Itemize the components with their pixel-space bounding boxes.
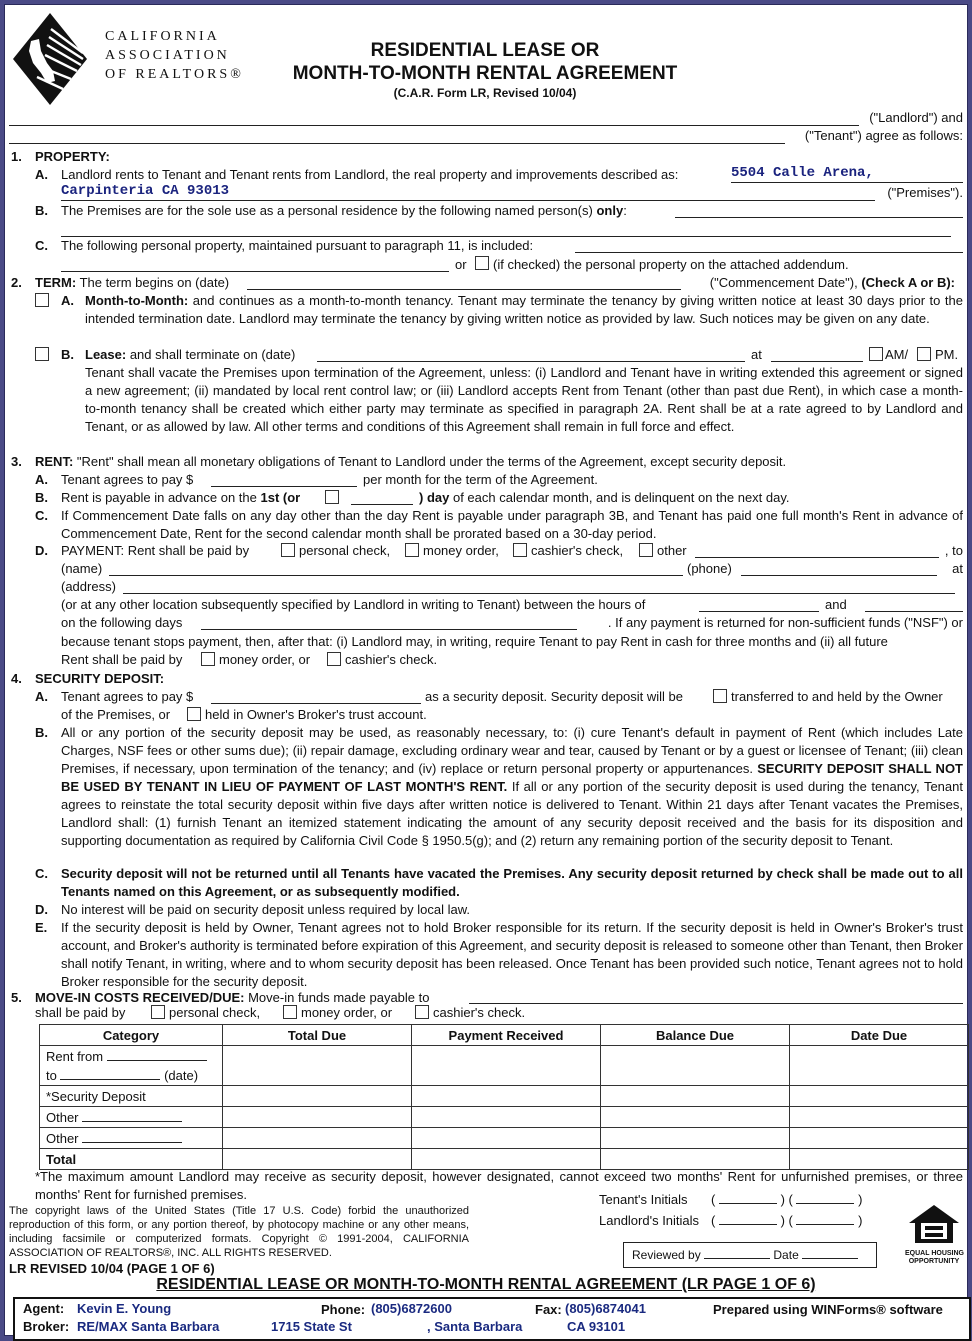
landlord-label: ("Landlord") and [869,110,963,125]
named-persons-field[interactable] [675,217,963,218]
table-row: Rent from to (date) [40,1046,969,1086]
form-title: RESIDENTIAL LEASE OR MONTH-TO-MONTH RENTAL AGREEMENT (C.A.R. Form LR, Revised 10/04) [292,40,678,100]
payee-phone-field[interactable] [741,575,937,576]
move-in-cashiers-check-checkbox[interactable] [415,1005,429,1019]
table-header-row: Category Total Due Payment Received Balance Due Date Due [40,1025,969,1046]
other-payment-checkbox[interactable] [639,543,653,557]
move-in-personal-check-checkbox[interactable] [151,1005,165,1019]
payee-name-field[interactable] [109,575,683,576]
agent-fax: (805)6874041 [565,1301,646,1316]
address-underline-2 [61,200,875,201]
agent-info-box: Agent: Kevin E. Young Phone: (805)6872600 Fax: (805)6874041 Prepared using WINForms® software Broker: RE/MAX Santa Barbara 1715 State St , Santa Barbara CA 93101 [13,1297,971,1341]
deposit-use-text: All or any portion of the security deposit may be used, as reasonably necessary, to: (i) cure Tenant's default in payment of Rent (which includes Late Charges, NSF fees or other sums due); (ii) repair damage, excluding ordinary wear and tear, caused by Tenant or by a guest or licensee of Tenant; (iii) clean Premises, if necessary, upon termination of the tenancy; and (iv) replace or return personal property or appurtenances. SECURITY DEPOSIT SHALL NOT BE USED BY TENANT IN LIEU OF PAYMENT OF LAST MONTH'S RENT. If all or any portion of the security deposit is used during the tenancy, Tenant agrees to reinstate the total security deposit within five days after written notice is delivered to Tenant. Within 21 days after Tenant vacates the Premises, Landlord shall: (1) furnish Tenant an itemized statement indicating the amount of any security deposit received and the basis for its disposition and supporting documentation as required by California Civil Code § 1950.5(g); and (2) return any remaining portion of the security deposit to Tenant. [61,725,964,848]
broker-street: 1715 State St [271,1319,352,1334]
rent-payment-received-cell[interactable] [412,1046,601,1086]
personal-property-field-2[interactable] [61,271,449,272]
payment-days-field[interactable] [201,629,577,630]
rent-balance-due-cell[interactable] [601,1046,790,1086]
section-1-num: 1. [11,149,22,164]
month-to-month-checkbox[interactable] [35,293,49,307]
termination-date-field[interactable] [317,361,745,362]
cashiers-check-checkbox[interactable] [513,543,527,557]
reviewed-by-box: Reviewed by Date [623,1242,877,1268]
commencement-date-field[interactable] [247,289,681,290]
pm-checkbox[interactable] [917,347,931,361]
table-row: Total [40,1149,969,1170]
lease-terms-text: Tenant shall vacate the Premises upon termination of the Agreement, unless: (i) Landlord and Tenant have in writing extended this agreement or signed a new agreement; (ii) mandated by local rent control law; or (iii) Landlord accepts Rent from Tenant (other than past due Rent), in which case a month-to-month tenancy shall be created which either party may terminate as specified in paragraph 2A. Rent shall be at a rate agreed to by Landlord and Tenant, or as allowed by law. All other terms and conditions of this Agreement shall remain in full force and effect. [85,365,963,434]
car-logo-icon [11,11,89,107]
premises-address-line2[interactable]: Carpinteria CA 93013 [61,183,230,199]
section-1-title: PROPERTY: [35,149,110,164]
addendum-checkbox[interactable] [475,256,489,270]
lease-checkbox[interactable] [35,347,49,361]
am-checkbox[interactable] [869,347,883,361]
other-category-field-2[interactable] [82,1130,182,1143]
money-order-checkbox[interactable] [405,543,419,557]
rent-total-due-cell[interactable] [223,1046,412,1086]
equal-housing-logo: EQUAL HOUSING OPPORTUNITY [905,1203,963,1266]
named-persons-text: The Premises are for the sole use as a personal residence by the following named person(s) only: [61,203,627,218]
tenant-label: ("Tenant") agree as follows: [804,128,963,143]
car-logo [11,11,89,107]
rent-date-due-cell[interactable] [790,1046,969,1086]
address-underline-1 [731,182,963,183]
other-payment-field[interactable] [695,557,939,558]
premises-address-line1[interactable]: 5504 Calle Arena, [731,165,874,181]
table-row: Other [40,1128,969,1149]
tenant-initials-fields[interactable]: ( ) ( ) [711,1192,863,1207]
page-footer-title: RESIDENTIAL LEASE OR MONTH-TO-MONTH RENTAL AGREEMENT (LR PAGE 1 OF 6) [156,1276,816,1293]
broker-name: RE/MAX Santa Barbara [77,1319,220,1334]
copyright-notice: The copyright laws of the United States (Title 17 U.S. Code) forbid the unauthorized reproduction of this form, or any portion thereof, by photocopy machine or any other means, including facsimile or computerized formats. Copyright © 1991-2004, CALIFORNIA ASSOCIATION OF REALTORS®, INC. ALL RIGHTS RESERVED. [9,1205,469,1259]
lease-form-page: CALIFORNIA ASSOCIATION OF REALTORS® RESIDENTIAL LEASE OR MONTH-TO-MONTH RENTAL AGREEMENT (C.A.R. Form LR, Revised 10/04) ("Landlord") and ("Tenant") agree as follows: 1. PROPERTY: A. Landlord rents to Tenant and Tenant rents from Landlord, the real property and improvements described as: 5504 Calle Arena, Carpinteria CA 93013 ("Premises"). B. The Premises are for the sole use as a personal residence by the following named person(s) only: C. The following personal property, maintained pursuant to paragraph 11, is included: or (if checked) the personal property on the attached addendum. 2. TERM: The term begins on (date) ("Commencement Date"), (Check A or B): A. Month-to-Month: and continues as a month-to-month tenancy. Tenant may terminate the tenancy by giving written notice at least 30 days prior to the intended termination date. Landlord may terminate the tenancy by giving written notice as provided by law. Such notices may be given on any date. B. Lease: and shall terminate on (date) at AM/ PM. Tenant shall vacate the Premises upon termination of the Agreement, unless: (i) Landlord and Tenant have in writing extended this agreement or signed a new agreement; (ii) mandated by local rent control law; or (iii) Landlord accepts Rent from Tenant (other than past due Rent), in which case a month-to-month tenancy shall be created which either party may terminate as specified in paragraph 2A. Rent shall be at a rate agreed to by Landlord and Tenant, or as allowed by law. All other terms and conditions of this Agreement shall remain in full force and effect. 3. RENT: "Rent" shall mean all monetary obligations of Tenant to Landlord under the terms of the Agreement, except security deposit. A. Tenant agrees to pay $ per month for the term of the Agreement. B. Rent is payable in advance on the 1st (or ) day of each calendar month, and is delinquent on the next day. C. If Commencement Date falls on any day other than the day Rent is payable under paragraph 3B, and Tenant has paid one full month's Rent in advance of Commencement Date, Rent for the second calendar month shall be prorated based on a 30-day period. D. PAYMENT: Rent shall be paid by personal check, money order, cashier's check, other , to (name) (phone) at (address) (or at any other location subsequently specified by Landlord in writing to Tenant) between the hours of and on the following days . If any payment is returned for non-sufficient funds ("NSF") or because tenant stops payment, then, after that: (i) Landlord may, in writing, require Tenant to pay Rent in cash for three months and (ii) all future Rent shall be paid by money order, or cashier's check. 4. SECURITY DEPOSIT: A. Tenant agrees to pay $ as a security deposit. Security deposit will be transferred to and held by the Owner of the Premises, or held in Owner's Broker's trust account. B. All or any portion of the security deposit may be used, as reasonably necessary, to: (i) cure Tenant's default in payment of Rent (which includes Late Charges, NSF fees or other sums due); (ii) repair damage, excluding ordinary wear and tear, caused by Tenant or by a guest or licensee of Tenant; (iii) clean Premises, if necessary, upon termination of the tenancy; and (iv) replace or return personal property or appurtenances. SECURITY DEPOSIT SHALL NOT BE USED BY TENANT IN LIEU OF PAYMENT OF LAST MONTH'S RENT. If all or any portion of the security deposit is used during the tenancy, Tenant agrees to reinstate the total security deposit within five days after written notice is delivered to Tenant. Within 21 days after Tenant vacates the Premises, Landlord shall: (1) furnish Tenant an itemized statement indicating the amount of any security deposit received and the basis for its disposition and supporting documentation as required by California Civil Code § 1950.5(g); and (2) return any remaining portion of the security deposit to Tenant. C. Security deposit will not be returned until all Tenants have vacated the Premises. Any security deposit returned by check shall be made out to all Tenants named on this Agreement, or as subsequently modified. D. No interest will be paid on security deposit unless required by local law. E. If the security deposit is held by Owner, Tenant agrees not to hold Broker responsible for its return. If the security deposit is held in Owner's Broker's trust account, and Broker's authority is terminated before expiration of this Agreement, and security deposit is released to someone other than Tenant, then Broker shall notify Tenant, in writing, where and to whom security deposit has been released. Once Tenant has been provided such notice, Tenant agrees not to hold Broker responsible for the security deposit. 5. MOVE-IN COSTS RECEIVED/DUE: Move-in funds made payable to shall be paid by personal check, money order, or cashier's check. Category Total Due Payment Received Balance Due Date Due Rent from to (date) *Security Deposit Other Other Total *The maximum amount Landlord may receive as security deposit, however designated, cannot exceed two months' Rent for unfurnished premises, or three months' Rent for furnished premises. The copyright laws of the United States (Title 17 U.S. Code) forbid the unauthorized reproduction of this form, or any portion thereof, by photocopy machine or any other means, including facsimile or computerized formats. Copyright © 1991-2004, CALIFORNIA ASSOCIATION OF REALTORS®, INC. ALL RIGHTS RESERVED. LR REVISED 10/04 (PAGE 1 OF 6) Tenant's Initials ( ) ( ) Landlord's Initials ( ) ( ) Reviewed by Date EQUAL HOUSING OPPORTUNITY RESIDENTIAL LEASE OR MONTH-TO-MONTH RENTAL AGREEMENT (LR PAGE 1 OF 6) Agent: Kevin E. Young Phone: (805)6872600 Fax: (805)6874041 Prepared using WINForms® software Broker: RE/MAX Santa Barbara 1715 State St , Santa Barbara CA 93101 [4,4,968,1336]
hours-to-field[interactable] [865,611,963,612]
monthly-rent-field[interactable] [211,486,357,487]
move-in-costs-table [39,1024,969,1170]
equal-housing-icon [907,1203,961,1245]
move-in-money-order-checkbox[interactable] [283,1005,297,1019]
broker-state-zip: CA 93101 [567,1319,626,1334]
review-date-field[interactable] [802,1246,858,1259]
org-name: CALIFORNIA ASSOCIATION OF REALTORS® [105,29,244,82]
table-row: *Security Deposit [40,1086,969,1107]
alt-due-day-field[interactable] [351,504,413,505]
reviewed-by-field[interactable] [704,1246,770,1259]
termination-time-field[interactable] [771,361,863,362]
security-deposit-amount-field[interactable] [211,703,421,704]
agent-name: Kevin E. Young [77,1301,172,1316]
tenant-field[interactable] [9,143,785,144]
nsf-money-order-checkbox[interactable] [201,652,215,666]
broker-city: , Santa Barbara [427,1319,523,1334]
deposit-footnote: *The maximum amount Landlord may receive as security deposit, however designated, cannot exceed two months' Rent for unfurnished premises, or three months' Rent for furnished premises. [35,1169,963,1202]
month-to-month-text: Month-to-Month: and continues as a month-to-month tenancy. Tenant may terminate the tenancy by giving written notice at least 30 days prior to the intended termination date. Landlord may terminate the tenancy by giving written notice as provided by law. Such notices may be given on any date. [85,293,963,326]
rent-to-date-field[interactable] [60,1067,160,1080]
other-category-field-1[interactable] [82,1109,182,1122]
revision-label: LR REVISED 10/04 (PAGE 1 OF 6) [9,1261,215,1276]
landlord-initials-fields[interactable]: ( ) ( ) [711,1213,863,1228]
table-row: Other [40,1107,969,1128]
payee-address-field[interactable] [123,593,955,594]
agent-phone: (805)6872600 [371,1301,452,1316]
term-begins: TERM: The term begins on (date) [35,275,230,290]
landlord-field[interactable] [9,125,859,126]
hours-from-field[interactable] [699,611,819,612]
nsf-cashiers-check-checkbox[interactable] [327,652,341,666]
rent-from-date-field[interactable] [107,1048,207,1061]
broker-trust-checkbox[interactable] [187,707,201,721]
property-description-text: Landlord rents to Tenant and Tenant rents from Landlord, the real property and improvements described as: [61,167,679,182]
personal-check-checkbox[interactable] [281,543,295,557]
alt-due-day-checkbox[interactable] [325,490,339,504]
personal-property-field[interactable] [575,252,963,253]
owner-held-checkbox[interactable] [713,689,727,703]
move-in-payee-field[interactable] [469,1003,963,1004]
